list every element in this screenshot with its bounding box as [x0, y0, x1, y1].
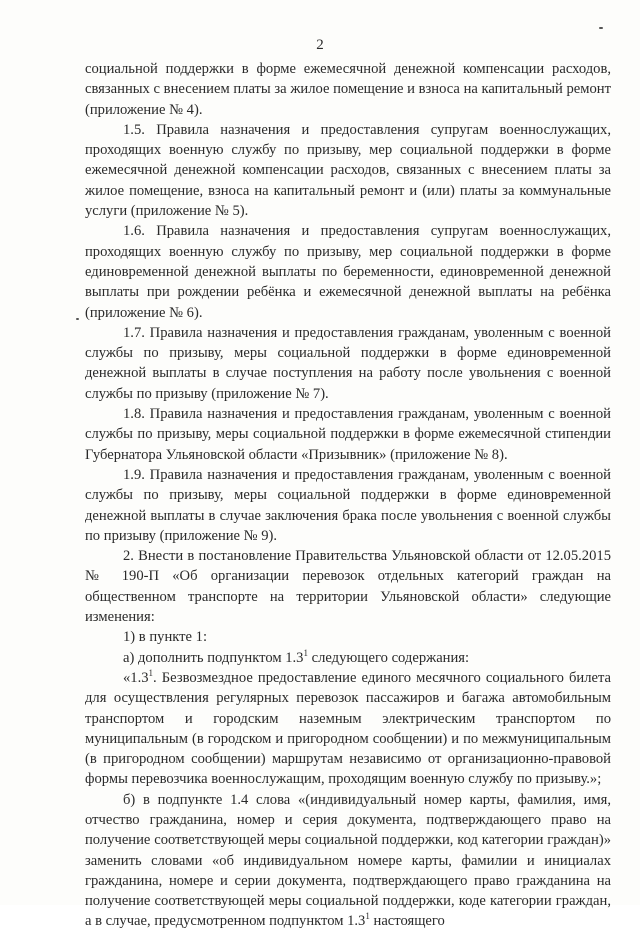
paragraph-item-a-text-end: следующего содержания:	[307, 649, 470, 666]
paragraph-continuation: социальной поддержки в форме ежемесячной денежной компенсации расходов, связанных с внесением платы за жилое помещение и взноса на капитальный ремонт (приложение № 4).	[85, 61, 611, 118]
quote-text: . Безвозмездное предоставление единого месячного социального билета для осуществления регулярных перевозок пассажиров и багажа автомобильным транспортом и городским наземным электрическим транспортом по муниципальным (в городском и пригородном сообщении) и по межмуниципальным (в пригородном сообщении) маршрутам независимо от организационно-правовой формы перевозчика военнослужащим, проходящим военную службу по призыву.»;	[85, 669, 611, 788]
paragraph-1-6: 1.6. Правила назначения и предоставления супругам военнослужащих, проходящих военную службу по призыву, мер социальной поддержки в форме единовременной денежной выплаты по беременности, единовременной денежной выплаты при рождении ребёнка и ежемесячной денежной выплаты на ребёнка (приложение № 6).	[85, 223, 611, 321]
paragraph-1-5: 1.5. Правила назначения и предоставления супругам военнослужащих, проходящих военную службу по призыву, мер социальной поддержки в форме ежемесячной денежной компенсации расходов, связанных с внесением платы за жилое помещение, взноса на капитальный ремонт и (или) платы за коммунальные услуги (приложение № 5).	[85, 121, 611, 220]
paragraph-2: 2. Внести в постановление Правительства Ульяновской области от 12.05.2015 № 190-П «Об организации перевозок отдельных категорий граждан на общественном транспорте на территории Ульяновской области» следующие изменения:	[85, 548, 611, 626]
paragraph-item-b-text-end: настоящего	[369, 913, 445, 930]
paragraph-item-b	[85, 790, 611, 932]
scan-speck	[76, 318, 79, 320]
quote-text-start: «1.3	[123, 669, 149, 686]
page-number: 2	[316, 37, 324, 53]
paragraph-1-9: 1.9. Правила назначения и предоставления гражданам, уволенным с военной службы по призыву, меры социальной поддержки в форме единовременной денежной выплаты в случае заключения брака после увольнения с военной службы по призыву (приложение № 9).	[85, 466, 611, 544]
paragraph-item-a	[85, 648, 611, 668]
paragraph-item-1: 1) в пункте 1:	[123, 629, 208, 646]
superscript: 1	[303, 647, 308, 658]
superscript: 1	[148, 668, 154, 679]
paragraph-item-b-text: б) в подпункте 1.4 слова «(индивидуальный номер карты, фамилия, имя, отчество гражданина, номер и серия документа, подтверждающего право на получение соответствующей меры социальной поддержки, код категории граждан)» заменить словами «об индивидуальном номере карты, фамилии и инициалах гражданина, номере и серии документа, подтверждающего право гражданина на получение соответствующей меры социальной поддержки, коде категории граждан, а в случае, предусмотренном подпунктом 1.3	[85, 791, 611, 930]
superscript: 1	[365, 911, 370, 922]
paragraph-quote-1-3-1	[85, 668, 611, 790]
paragraph-item-a-text: а) дополнить подпунктом 1.3	[123, 649, 304, 666]
scan-speck	[599, 27, 603, 29]
paragraph-1-8: 1.8. Правила назначения и предоставления гражданам, уволенным с военной службы по призыву, меры социальной поддержки в форме ежемесячной стипендии Губернатора Ульяновской области «Призывник» (приложение № 8).	[85, 406, 611, 463]
document-body	[85, 59, 611, 932]
paragraph-1-7: 1.7. Правила назначения и предоставления гражданам, уволенным с военной службы по призыву, меры социальной поддержки в форме единовременной денежной выплаты в случае поступления на работу после увольнения с военной службы по призыву (приложение № 7).	[85, 324, 611, 402]
